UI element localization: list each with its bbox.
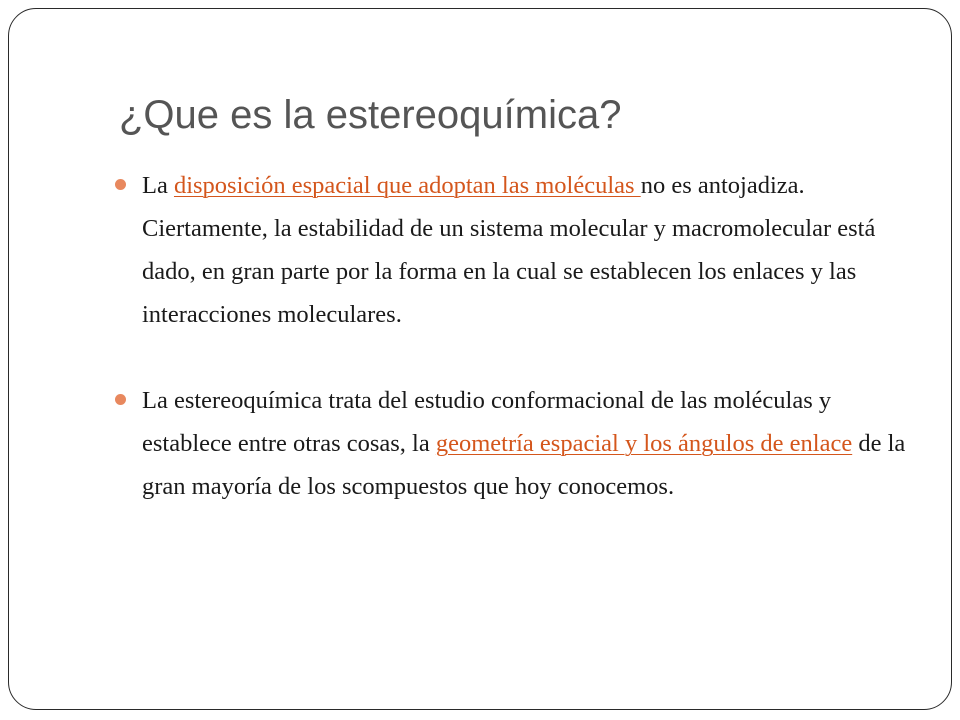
bullet-2-text-end: de la gran mayoría de los scompuestos que hoy conocemos.: [142, 430, 906, 500]
bullet-dot-icon: [115, 394, 126, 405]
bullet-dot-icon: [115, 179, 126, 190]
link-disposicion-espacial[interactable]: disposición espacial que adoptan las moléculas: [173, 172, 641, 199]
bullet-2-text-start: La estereoquímica trata del estudio conformacional de las moléculas y establece entre otras cosas, la: [142, 387, 832, 457]
slide-title: ¿Que es la estereoquímica?: [119, 93, 622, 137]
bullet-1-text-start: La: [142, 172, 174, 199]
bullet-item-1: [109, 164, 909, 336]
bullet-1-text-end: no es antojadiza. Ciertamente, la estabilidad de un sistema molecular y macromolecular está dado, en gran parte por la forma en la cual se establecen los enlaces y las interacciones moleculares.: [142, 172, 876, 328]
bullet-item-2: [109, 379, 909, 508]
slide-frame: [8, 8, 952, 710]
bullet-list: [109, 164, 909, 508]
link-geometria-espacial[interactable]: geometría espacial y los ángulos de enlace: [435, 430, 853, 457]
